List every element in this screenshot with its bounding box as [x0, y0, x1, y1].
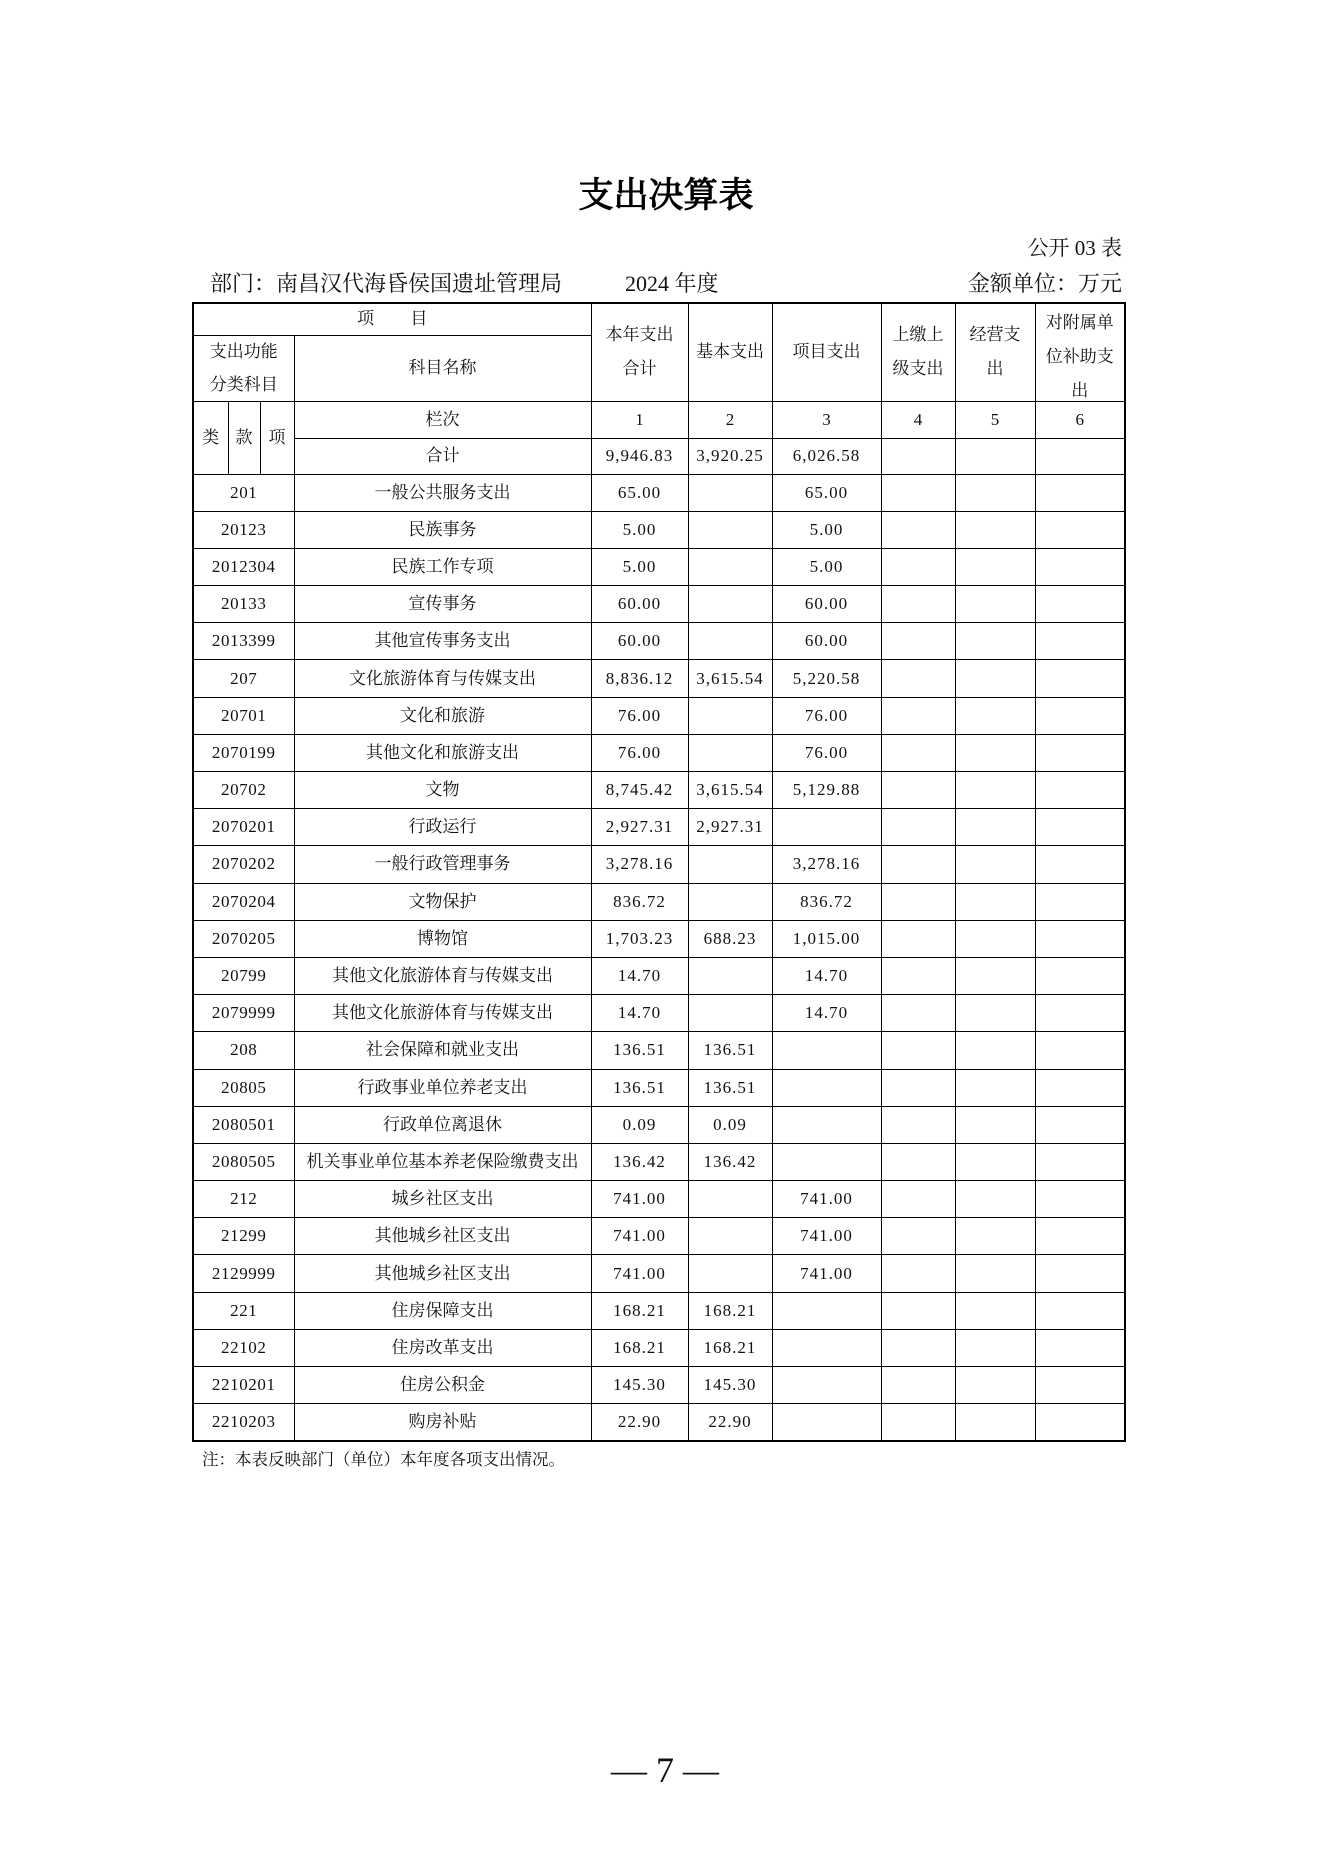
header-column-index: 栏次 — [294, 401, 591, 438]
basic-expenditure-cell — [688, 511, 772, 548]
to-superior-expenditure-cell — [881, 623, 955, 660]
business-expenditure-cell — [955, 1218, 1035, 1255]
header-subsidiary-expenditure-label — [1036, 304, 1125, 399]
subject-code-cell: 2012304 — [193, 548, 294, 585]
subsidiary-expenditure-cell — [1035, 1181, 1125, 1218]
project-expenditure-cell — [772, 809, 881, 846]
table-row — [193, 474, 1125, 511]
basic-expenditure-cell: 22.90 — [688, 1404, 772, 1441]
table-row — [193, 920, 1125, 957]
total-expenditure-cell: 2,927.31 — [591, 809, 688, 846]
subject-code-cell: 2210203 — [193, 1404, 294, 1441]
subsidiary-expenditure-cell — [1035, 995, 1125, 1032]
subject-code-cell: 221 — [193, 1292, 294, 1329]
subject-name-cell: 其他城乡社区支出 — [294, 1255, 591, 1292]
subject-name-cell: 文化旅游体育与传媒支出 — [294, 660, 591, 697]
header-item-xiang: 项 — [260, 401, 294, 474]
column-number-3: 3 — [772, 401, 881, 438]
summary-total-expenditure: 9,946.83 — [591, 438, 688, 474]
business-expenditure-cell — [955, 734, 1035, 771]
subject-code-cell: 20123 — [193, 511, 294, 548]
project-expenditure-cell — [772, 1069, 881, 1106]
header-business-expenditure-label — [956, 305, 1035, 399]
subsidiary-expenditure-cell — [1035, 772, 1125, 809]
to-superior-expenditure-cell — [881, 1329, 955, 1366]
to-superior-expenditure-cell — [881, 920, 955, 957]
subject-code-cell: 2080505 — [193, 1143, 294, 1180]
header-line: 合计 — [622, 359, 657, 379]
to-superior-expenditure-cell — [881, 1292, 955, 1329]
business-expenditure-cell — [955, 920, 1035, 957]
project-expenditure-cell: 741.00 — [772, 1181, 881, 1218]
business-expenditure-cell — [955, 697, 1035, 734]
subject-code-cell: 2070202 — [193, 846, 294, 883]
subject-name-cell: 社会保障和就业支出 — [294, 1032, 591, 1069]
total-expenditure-cell: 741.00 — [591, 1218, 688, 1255]
total-expenditure-cell: 14.70 — [591, 995, 688, 1032]
project-expenditure-cell — [772, 1404, 881, 1441]
subject-name-cell: 民族事务 — [294, 511, 591, 548]
to-superior-expenditure-cell — [881, 660, 955, 697]
table-row — [193, 511, 1125, 548]
subsidiary-expenditure-cell — [1035, 623, 1125, 660]
project-expenditure-cell — [772, 1329, 881, 1366]
business-expenditure-cell — [955, 660, 1035, 697]
total-expenditure-cell: 136.51 — [591, 1069, 688, 1106]
business-expenditure-cell — [955, 1292, 1035, 1329]
header-item: 项 目 — [193, 303, 591, 335]
header-subsidiary-expenditure — [1035, 303, 1125, 401]
total-expenditure-cell: 836.72 — [591, 883, 688, 920]
project-expenditure-cell: 65.00 — [772, 474, 881, 511]
business-expenditure-cell — [955, 1404, 1035, 1441]
business-expenditure-cell — [955, 474, 1035, 511]
table-row — [193, 1292, 1125, 1329]
subsidiary-expenditure-cell — [1035, 957, 1125, 994]
table-row — [193, 846, 1125, 883]
basic-expenditure-cell — [688, 474, 772, 511]
to-superior-expenditure-cell — [881, 809, 955, 846]
header-line: 分类科目 — [209, 375, 278, 394]
subject-name-cell: 文物 — [294, 772, 591, 809]
subject-name-cell: 其他文化和旅游支出 — [294, 734, 591, 771]
header-class-lei: 类 — [193, 401, 228, 474]
basic-expenditure-cell — [688, 586, 772, 623]
subsidiary-expenditure-cell — [1035, 1069, 1125, 1106]
subject-name-cell: 文物保护 — [294, 883, 591, 920]
business-expenditure-cell — [955, 957, 1035, 994]
basic-expenditure-cell — [688, 623, 772, 660]
basic-expenditure-cell: 145.30 — [688, 1367, 772, 1404]
to-superior-expenditure-cell — [881, 734, 955, 771]
table-row — [193, 734, 1125, 771]
project-expenditure-cell: 5.00 — [772, 511, 881, 548]
to-superior-expenditure-cell — [881, 1218, 955, 1255]
table-footnote: 注：本表反映部门（单位）本年度各项支出情况。 — [202, 1450, 565, 1469]
subsidiary-expenditure-cell — [1035, 809, 1125, 846]
table-row — [193, 1069, 1125, 1106]
total-expenditure-cell: 14.70 — [591, 957, 688, 994]
total-expenditure-cell: 136.42 — [591, 1143, 688, 1180]
amount-unit-label: 金额单位：万元 — [967, 271, 1122, 296]
table-row — [193, 1218, 1125, 1255]
subsidiary-expenditure-cell — [1035, 660, 1125, 697]
table-row — [193, 1367, 1125, 1404]
total-expenditure-cell: 168.21 — [591, 1329, 688, 1366]
basic-expenditure-cell — [688, 995, 772, 1032]
subject-code-cell: 201 — [193, 474, 294, 511]
project-expenditure-cell — [772, 1143, 881, 1180]
header-business-expenditure — [955, 303, 1035, 401]
column-number-1: 1 — [591, 401, 688, 438]
to-superior-expenditure-cell — [881, 957, 955, 994]
subsidiary-expenditure-cell — [1035, 920, 1125, 957]
basic-expenditure-cell: 3,615.54 — [688, 772, 772, 809]
project-expenditure-cell: 3,278.16 — [772, 846, 881, 883]
subsidiary-expenditure-cell — [1035, 1032, 1125, 1069]
header-project-expenditure: 项目支出 — [772, 303, 881, 401]
subsidiary-expenditure-cell — [1035, 474, 1125, 511]
subsidiary-expenditure-cell — [1035, 511, 1125, 548]
total-expenditure-cell: 168.21 — [591, 1292, 688, 1329]
business-expenditure-cell — [955, 995, 1035, 1032]
subject-name-cell: 一般行政管理事务 — [294, 846, 591, 883]
subject-name-cell: 博物馆 — [294, 920, 591, 957]
subject-name-cell: 其他文化旅游体育与传媒支出 — [294, 995, 591, 1032]
subject-code-cell: 2129999 — [193, 1255, 294, 1292]
subject-name-cell: 其他宣传事务支出 — [294, 623, 591, 660]
expenditure-table — [192, 302, 1126, 1442]
business-expenditure-cell — [955, 1329, 1035, 1366]
subsidiary-expenditure-cell — [1035, 1404, 1125, 1441]
project-expenditure-cell — [772, 1367, 881, 1404]
subsidiary-expenditure-cell — [1035, 1143, 1125, 1180]
project-expenditure-cell: 741.00 — [772, 1218, 881, 1255]
basic-expenditure-cell — [688, 1218, 772, 1255]
subject-name-cell: 城乡社区支出 — [294, 1181, 591, 1218]
to-superior-expenditure-cell — [881, 995, 955, 1032]
summary-subsidiary-expenditure — [1035, 438, 1125, 474]
project-expenditure-cell — [772, 1106, 881, 1143]
subject-name-cell: 一般公共服务支出 — [294, 474, 591, 511]
subject-code-cell: 20133 — [193, 586, 294, 623]
header-line: 对附属单 — [1045, 313, 1114, 332]
table-row — [193, 1255, 1125, 1292]
total-expenditure-cell: 0.09 — [591, 1106, 688, 1143]
table-row — [193, 1106, 1125, 1143]
table-row — [193, 1181, 1125, 1218]
to-superior-expenditure-cell — [881, 1069, 955, 1106]
total-expenditure-cell: 60.00 — [591, 623, 688, 660]
subsidiary-expenditure-cell — [1035, 697, 1125, 734]
to-superior-expenditure-cell — [881, 474, 955, 511]
basic-expenditure-cell — [688, 1255, 772, 1292]
basic-expenditure-cell: 3,615.54 — [688, 660, 772, 697]
column-number-2: 2 — [688, 401, 772, 438]
basic-expenditure-cell: 168.21 — [688, 1329, 772, 1366]
business-expenditure-cell — [955, 1255, 1035, 1292]
subsidiary-expenditure-cell — [1035, 883, 1125, 920]
to-superior-expenditure-cell — [881, 883, 955, 920]
to-superior-expenditure-cell — [881, 697, 955, 734]
subsidiary-expenditure-cell — [1035, 734, 1125, 771]
subsidiary-expenditure-cell — [1035, 1218, 1125, 1255]
to-superior-expenditure-cell — [881, 846, 955, 883]
project-expenditure-cell: 5.00 — [772, 548, 881, 585]
total-expenditure-cell: 76.00 — [591, 734, 688, 771]
summary-label: 合计 — [294, 438, 591, 474]
project-expenditure-cell: 5,220.58 — [772, 660, 881, 697]
table-body — [193, 474, 1125, 1441]
summary-to-superior-expenditure — [881, 438, 955, 474]
business-expenditure-cell — [955, 511, 1035, 548]
fiscal-year-label: 2024 年度 — [625, 271, 719, 296]
header-function-class-label — [194, 337, 294, 399]
basic-expenditure-cell: 688.23 — [688, 920, 772, 957]
subject-code-cell: 2079999 — [193, 995, 294, 1032]
basic-expenditure-cell — [688, 957, 772, 994]
header-total-expenditure — [591, 303, 688, 401]
subject-name-cell: 行政运行 — [294, 809, 591, 846]
business-expenditure-cell — [955, 1106, 1035, 1143]
subsidiary-expenditure-cell — [1035, 1255, 1125, 1292]
to-superior-expenditure-cell — [881, 1143, 955, 1180]
header-line: 级支出 — [892, 359, 944, 379]
table-row — [193, 772, 1125, 809]
subject-code-cell: 21299 — [193, 1218, 294, 1255]
business-expenditure-cell — [955, 809, 1035, 846]
subject-code-cell: 2013399 — [193, 623, 294, 660]
table-row — [193, 1032, 1125, 1069]
total-expenditure-cell: 8,745.42 — [591, 772, 688, 809]
project-expenditure-cell — [772, 1032, 881, 1069]
header-row — [193, 303, 1125, 335]
to-superior-expenditure-cell — [881, 1032, 955, 1069]
column-number-4: 4 — [881, 401, 955, 438]
total-expenditure-cell: 136.51 — [591, 1032, 688, 1069]
to-superior-expenditure-cell — [881, 1367, 955, 1404]
department-label: 部门：南昌汉代海昏侯国遗址管理局 — [210, 271, 563, 296]
table-row — [193, 957, 1125, 994]
summary-basic-expenditure: 3,920.25 — [688, 438, 772, 474]
subject-name-cell: 住房保障支出 — [294, 1292, 591, 1329]
subject-code-cell: 208 — [193, 1032, 294, 1069]
business-expenditure-cell — [955, 1181, 1035, 1218]
header-line: 出 — [986, 359, 1004, 379]
header-line: 本年支出 — [605, 325, 674, 345]
subject-code-cell: 20702 — [193, 772, 294, 809]
to-superior-expenditure-cell — [881, 1255, 955, 1292]
project-expenditure-cell: 60.00 — [772, 586, 881, 623]
subject-code-cell: 2070199 — [193, 734, 294, 771]
subject-name-cell: 宣传事务 — [294, 586, 591, 623]
form-code-label: 公开 03 表 — [1027, 236, 1122, 260]
subsidiary-expenditure-cell — [1035, 1106, 1125, 1143]
summary-business-expenditure — [955, 438, 1035, 474]
project-expenditure-cell: 5,129.88 — [772, 772, 881, 809]
business-expenditure-cell — [955, 846, 1035, 883]
project-expenditure-cell — [772, 1292, 881, 1329]
column-number-6: 6 — [1035, 401, 1125, 438]
project-expenditure-cell: 741.00 — [772, 1255, 881, 1292]
subject-name-cell: 文化和旅游 — [294, 697, 591, 734]
subject-code-cell: 2210201 — [193, 1367, 294, 1404]
page-number: — 7 — — [611, 1750, 719, 1790]
column-number-5: 5 — [955, 401, 1035, 438]
total-expenditure-cell: 741.00 — [591, 1181, 688, 1218]
basic-expenditure-cell — [688, 548, 772, 585]
business-expenditure-cell — [955, 1032, 1035, 1069]
summary-project-expenditure: 6,026.58 — [772, 438, 881, 474]
table-header — [193, 303, 1125, 474]
to-superior-expenditure-cell — [881, 1404, 955, 1441]
basic-expenditure-cell — [688, 734, 772, 771]
table-row — [193, 995, 1125, 1032]
header-line: 经营支 — [969, 325, 1021, 345]
subject-name-cell: 行政单位离退休 — [294, 1106, 591, 1143]
basic-expenditure-cell — [688, 697, 772, 734]
subsidiary-expenditure-cell — [1035, 1367, 1125, 1404]
subject-code-cell: 2080501 — [193, 1106, 294, 1143]
total-expenditure-cell: 5.00 — [591, 511, 688, 548]
to-superior-expenditure-cell — [881, 772, 955, 809]
table-row — [193, 1143, 1125, 1180]
business-expenditure-cell — [955, 1367, 1035, 1404]
header-total-expenditure-label — [592, 305, 688, 399]
header-line: 位补助支 — [1045, 347, 1114, 366]
basic-expenditure-cell: 2,927.31 — [688, 809, 772, 846]
subject-name-cell: 行政事业单位养老支出 — [294, 1069, 591, 1106]
header-basic-expenditure: 基本支出 — [688, 303, 772, 401]
total-expenditure-cell: 741.00 — [591, 1255, 688, 1292]
project-expenditure-cell: 76.00 — [772, 697, 881, 734]
business-expenditure-cell — [955, 772, 1035, 809]
table-row — [193, 660, 1125, 697]
subject-name-cell: 购房补贴 — [294, 1404, 591, 1441]
business-expenditure-cell — [955, 1069, 1035, 1106]
total-expenditure-cell: 76.00 — [591, 697, 688, 734]
total-expenditure-cell: 65.00 — [591, 474, 688, 511]
table-row — [193, 883, 1125, 920]
subject-name-cell: 其他文化旅游体育与传媒支出 — [294, 957, 591, 994]
subject-code-cell: 212 — [193, 1181, 294, 1218]
header-line: 出 — [1071, 381, 1089, 399]
subsidiary-expenditure-cell — [1035, 1292, 1125, 1329]
total-expenditure-cell: 3,278.16 — [591, 846, 688, 883]
project-expenditure-cell: 60.00 — [772, 623, 881, 660]
subject-code-cell: 20805 — [193, 1069, 294, 1106]
subject-code-cell: 20799 — [193, 957, 294, 994]
header-function-class — [193, 335, 294, 401]
total-expenditure-cell: 8,836.12 — [591, 660, 688, 697]
project-expenditure-cell: 14.70 — [772, 995, 881, 1032]
to-superior-expenditure-cell — [881, 511, 955, 548]
header-to-superior-expenditure-label — [882, 305, 955, 399]
subject-code-cell: 20701 — [193, 697, 294, 734]
subject-code-cell: 22102 — [193, 1329, 294, 1366]
subsidiary-expenditure-cell — [1035, 846, 1125, 883]
table-row — [193, 697, 1125, 734]
summary-row — [193, 438, 1125, 474]
to-superior-expenditure-cell — [881, 1106, 955, 1143]
to-superior-expenditure-cell — [881, 586, 955, 623]
table-row — [193, 1404, 1125, 1441]
business-expenditure-cell — [955, 548, 1035, 585]
subject-code-cell: 207 — [193, 660, 294, 697]
total-expenditure-cell: 60.00 — [591, 586, 688, 623]
table-row — [193, 623, 1125, 660]
basic-expenditure-cell: 168.21 — [688, 1292, 772, 1329]
table-row — [193, 809, 1125, 846]
basic-expenditure-cell: 136.51 — [688, 1069, 772, 1106]
project-expenditure-cell: 1,015.00 — [772, 920, 881, 957]
table-row — [193, 548, 1125, 585]
project-expenditure-cell: 836.72 — [772, 883, 881, 920]
basic-expenditure-cell: 136.42 — [688, 1143, 772, 1180]
subsidiary-expenditure-cell — [1035, 1329, 1125, 1366]
subject-code-cell: 2070201 — [193, 809, 294, 846]
business-expenditure-cell — [955, 883, 1035, 920]
project-expenditure-cell: 76.00 — [772, 734, 881, 771]
subsidiary-expenditure-cell — [1035, 548, 1125, 585]
business-expenditure-cell — [955, 623, 1035, 660]
subsidiary-expenditure-cell — [1035, 586, 1125, 623]
subject-name-cell: 其他城乡社区支出 — [294, 1218, 591, 1255]
subject-name-cell: 住房改革支出 — [294, 1329, 591, 1366]
table-row — [193, 1329, 1125, 1366]
to-superior-expenditure-cell — [881, 548, 955, 585]
total-expenditure-cell: 1,703.23 — [591, 920, 688, 957]
subject-name-cell: 机关事业单位基本养老保险缴费支出 — [294, 1143, 591, 1180]
document-title: 支出决算表 — [578, 176, 754, 215]
column-index-row — [193, 401, 1125, 438]
header-line: 支出功能 — [209, 342, 278, 361]
total-expenditure-cell: 145.30 — [591, 1367, 688, 1404]
subject-code-cell: 2070205 — [193, 920, 294, 957]
to-superior-expenditure-cell — [881, 1181, 955, 1218]
basic-expenditure-cell — [688, 1181, 772, 1218]
business-expenditure-cell — [955, 586, 1035, 623]
business-expenditure-cell — [955, 1143, 1035, 1180]
table-row — [193, 586, 1125, 623]
subject-name-cell: 住房公积金 — [294, 1367, 591, 1404]
header-to-superior-expenditure — [881, 303, 955, 401]
subject-code-cell: 2070204 — [193, 883, 294, 920]
header-line: 上缴上 — [892, 325, 944, 345]
project-expenditure-cell: 14.70 — [772, 957, 881, 994]
header-subject-name: 科目名称 — [294, 335, 591, 401]
total-expenditure-cell: 22.90 — [591, 1404, 688, 1441]
basic-expenditure-cell: 0.09 — [688, 1106, 772, 1143]
basic-expenditure-cell — [688, 846, 772, 883]
basic-expenditure-cell: 136.51 — [688, 1032, 772, 1069]
subject-name-cell: 民族工作专项 — [294, 548, 591, 585]
basic-expenditure-cell — [688, 883, 772, 920]
header-section-kuan: 款 — [228, 401, 260, 474]
total-expenditure-cell: 5.00 — [591, 548, 688, 585]
